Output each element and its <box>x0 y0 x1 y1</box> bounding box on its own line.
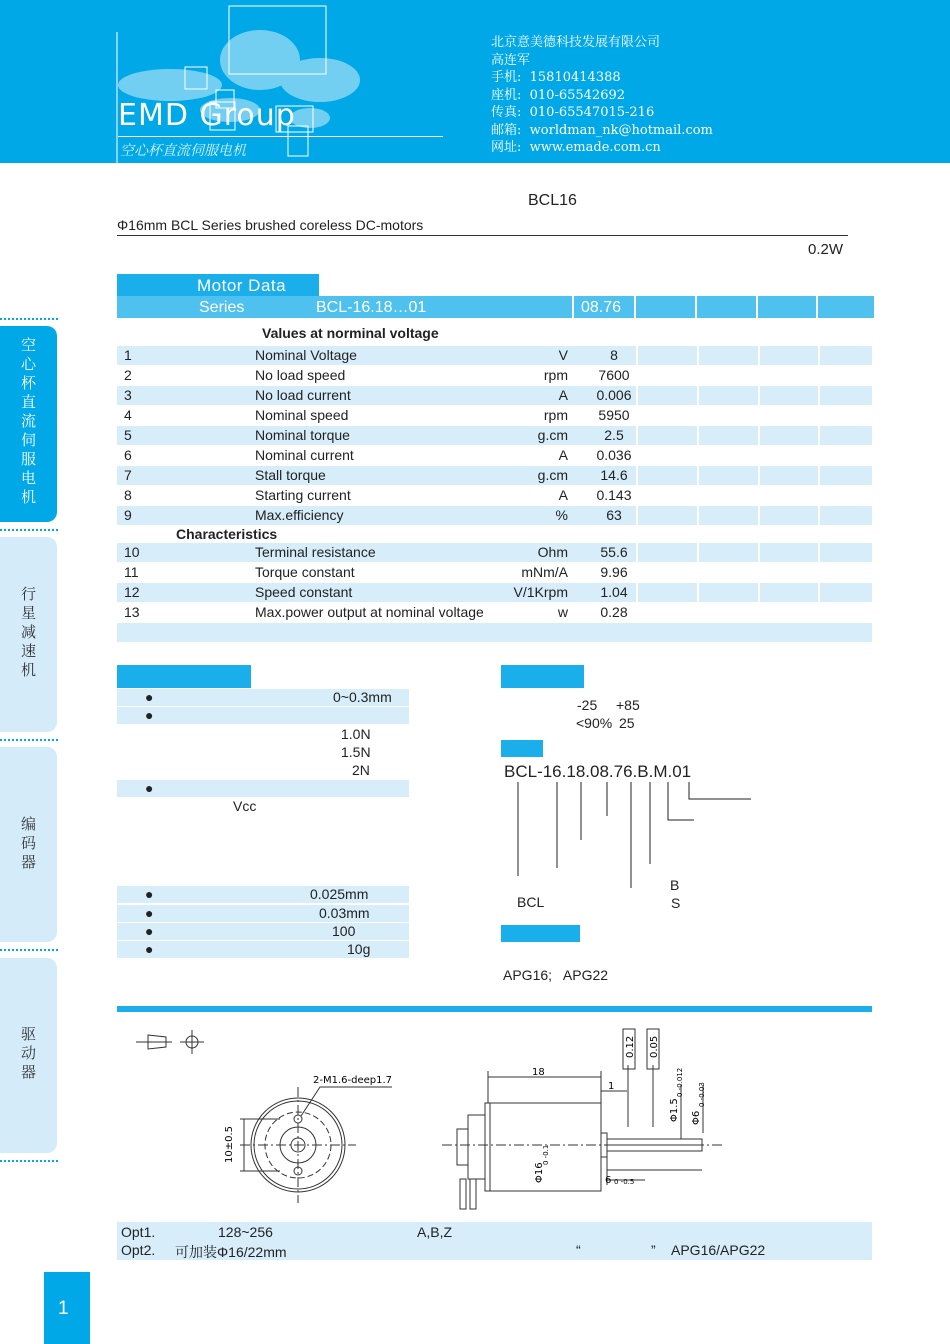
row-value: 7600 <box>598 367 630 383</box>
row-parameter: Nominal torque <box>255 427 350 443</box>
opt2-label: Opt2. <box>121 1242 156 1258</box>
column-divider <box>636 466 638 486</box>
motor-data-title: Motor Data <box>197 276 287 295</box>
table-row <box>117 446 872 465</box>
specs-header-bar <box>117 665 251 688</box>
row-value: 55.6 <box>600 544 628 560</box>
series-value: BCL-16.18…01 <box>316 299 427 316</box>
environment-header-bar <box>501 665 584 688</box>
row-number: 2 <box>124 367 132 383</box>
column-divider <box>758 446 760 466</box>
opt1-resolution: 128~256 <box>218 1224 273 1240</box>
shaft-tolerance: 0 -0.012 <box>676 1067 684 1097</box>
shaft-diameter: Φ1.5 <box>669 1098 680 1122</box>
page-number-tab <box>44 1272 90 1344</box>
sidebar-divider <box>0 1160 58 1162</box>
spec-row-load <box>117 707 409 724</box>
section-characteristics: Characteristics <box>176 526 278 542</box>
row-number: 10 <box>124 544 140 560</box>
logo-title: EMD Group <box>118 98 296 133</box>
bullet-icon: ● <box>145 689 154 705</box>
options-block <box>117 1222 872 1260</box>
contact-block <box>491 34 713 157</box>
row-parameter: No load current <box>255 387 351 403</box>
tolerance-2: 0.05 <box>649 1035 660 1058</box>
row-value: 0.006 <box>596 387 632 403</box>
row-unit: A <box>558 487 568 503</box>
column-divider <box>818 506 820 526</box>
humidity-temp: 25 <box>619 715 635 731</box>
column-divider <box>697 603 699 623</box>
row-unit: rpm <box>543 407 568 423</box>
row-number: 11 <box>124 564 139 580</box>
spec-row-radial-play <box>117 886 409 903</box>
table-row <box>117 583 872 602</box>
series-row <box>117 296 874 318</box>
row-number: 8 <box>124 487 132 503</box>
row-unit: % <box>555 507 568 523</box>
sidebar-item-label: 编 码 器 <box>20 815 36 871</box>
table-row <box>117 603 872 622</box>
ordering-code-diagram <box>500 780 760 890</box>
load-value-3: 2N <box>352 762 370 778</box>
body-diameter: Φ16 <box>534 1162 545 1183</box>
row-parameter: Torque constant <box>255 564 355 580</box>
opt2-quote-open: “ <box>576 1242 581 1258</box>
axial-play-value: 0~0.3mm <box>333 689 392 705</box>
row-parameter: Nominal speed <box>255 407 349 423</box>
body-tolerance: 0 -0.1 <box>542 1144 550 1165</box>
front-view <box>240 1087 392 1203</box>
ordering-label-b: B <box>670 877 680 893</box>
column-divider <box>758 543 760 563</box>
table-row <box>117 466 872 485</box>
row-unit: g.cm <box>537 467 568 483</box>
header-banner <box>0 0 950 163</box>
row-unit: Ohm <box>537 544 568 560</box>
spec-row-shaft-runout <box>117 905 409 922</box>
column-divider <box>818 563 820 583</box>
section-nominal-values: Values at norminal voltage <box>262 325 439 341</box>
row-value: 14.6 <box>600 467 628 483</box>
bullet-icon: ● <box>145 886 154 902</box>
column-divider <box>697 426 699 446</box>
column-divider <box>636 506 638 526</box>
logo-graphic <box>110 0 470 163</box>
row-number: 3 <box>124 387 132 403</box>
column-divider <box>818 543 820 563</box>
column-divider <box>758 366 760 386</box>
column-divider <box>697 506 699 526</box>
column-divider <box>697 446 699 466</box>
logo-rule <box>118 136 443 137</box>
gearbox-header-bar <box>501 925 580 942</box>
column-divider <box>758 506 760 526</box>
motor-data-header <box>117 274 319 296</box>
column-divider <box>636 366 638 386</box>
row-parameter: Max.efficiency <box>255 507 344 523</box>
column-divider <box>758 603 760 623</box>
spec-row-electrical <box>117 780 409 797</box>
row-value: 0.28 <box>600 604 628 620</box>
table-row <box>117 426 872 445</box>
column-divider <box>758 426 760 446</box>
column-divider <box>697 366 699 386</box>
column-divider <box>636 583 638 603</box>
shaft-length: 6 <box>605 1175 612 1186</box>
table-row <box>117 506 872 525</box>
series-label: Series <box>199 299 245 316</box>
row-unit: A <box>558 447 568 463</box>
column-divider <box>818 603 820 623</box>
sidebar-divider <box>0 318 58 320</box>
radial-play-value: 0.025mm <box>310 886 369 902</box>
sidebar-item-driver[interactable] <box>0 958 57 1153</box>
row-unit: V/1Krpm <box>513 584 568 600</box>
row-parameter: No load speed <box>255 367 346 383</box>
sidebar-item-encoder[interactable] <box>0 747 57 942</box>
table-row <box>117 563 872 582</box>
column-divider <box>636 543 638 563</box>
hole-spec-label: 2-M1.6-deep1.7 <box>313 1075 393 1086</box>
spec-row-axial-play <box>117 689 409 706</box>
column-divider <box>636 346 638 366</box>
contact-website: 网址: www.emade.com.cn <box>491 140 661 155</box>
column-divider <box>818 466 820 486</box>
row-number: 9 <box>124 507 132 523</box>
table-row <box>117 543 872 562</box>
weight-value: 10g <box>347 941 371 957</box>
ordering-label-s: S <box>671 895 681 911</box>
length-label: 18 <box>532 1067 545 1078</box>
company-name: 北京意美德科技发展有限公司 <box>491 35 661 50</box>
table-row <box>117 366 872 385</box>
sidebar-item-label: 行 星 减 速 机 <box>20 585 36 679</box>
row-parameter: Max.power output at nominal voltage <box>255 604 484 620</box>
row-number: 4 <box>124 407 132 423</box>
shaft-runout-value: 0.03mm <box>319 905 370 921</box>
projection-symbol-icon <box>136 1030 204 1054</box>
column-divider <box>636 563 638 583</box>
page-number: 1 <box>58 1298 69 1319</box>
column-divider <box>758 486 760 506</box>
contact-email: 邮箱: worldman_nk@hotmail.com <box>491 122 713 138</box>
vcc-label: Vcc <box>233 798 257 814</box>
column-divider <box>636 406 638 426</box>
step-label: 1 <box>608 1081 615 1092</box>
boss-diameter: Φ6 <box>691 1110 702 1125</box>
logo-subtitle: 空心杯直流伺服电机 <box>120 143 246 159</box>
contact-person: 高连军 <box>491 52 531 68</box>
ordering-header-bar <box>501 740 543 757</box>
gearbox-models: APG16; APG22 <box>503 967 609 983</box>
column-divider <box>636 486 638 506</box>
power-rating: 0.2W <box>808 241 844 258</box>
column-divider <box>636 426 638 446</box>
sidebar-item-label: 驱 动 器 <box>20 1025 36 1081</box>
column-divider <box>818 426 820 446</box>
row-parameter: Terminal resistance <box>255 544 376 560</box>
series-subtitle: Φ16mm BCL Series brushed coreless DC-motors <box>117 217 424 233</box>
boss-tolerance: 0 -0.03 <box>698 1082 706 1107</box>
column-divider <box>697 346 699 366</box>
opt1-channels: A,B,Z <box>417 1224 453 1240</box>
column-divider <box>818 583 820 603</box>
row-value: 5950 <box>598 407 630 423</box>
contact-mobile: 手机: 15810414388 <box>491 70 621 85</box>
title-rule <box>117 235 848 236</box>
table-row-empty <box>117 623 872 642</box>
column-divider <box>697 466 699 486</box>
ordering-label-bcl: BCL <box>517 894 545 910</box>
sidebar-item-planetary-gearbox[interactable] <box>0 537 57 732</box>
sidebar-divider <box>0 739 58 741</box>
sidebar-divider <box>0 529 58 531</box>
bullet-icon: ● <box>145 923 154 939</box>
load-value-2: 1.5N <box>341 744 371 760</box>
opt2-description: 可加装Φ16/22mm <box>175 1244 287 1260</box>
row-value: 63 <box>606 507 622 523</box>
column-divider <box>697 583 699 603</box>
column-divider <box>818 406 820 426</box>
spec-row-insulation <box>117 923 409 940</box>
row-number: 6 <box>124 447 132 463</box>
row-parameter: Nominal current <box>255 447 354 463</box>
column-divider <box>758 563 760 583</box>
humidity-value: <90% <box>576 715 613 731</box>
row-value: 9.96 <box>600 564 628 580</box>
row-unit: g.cm <box>537 427 568 443</box>
row-number: 12 <box>124 584 140 600</box>
sidebar-divider <box>0 949 58 951</box>
bullet-icon: ● <box>145 905 154 921</box>
temp-low: -25 <box>577 697 598 713</box>
column-divider <box>818 366 820 386</box>
column-divider <box>697 543 699 563</box>
opt1-label: Opt1. <box>121 1224 156 1240</box>
row-number: 5 <box>124 427 132 443</box>
column-divider <box>636 386 638 406</box>
motor-dimension-drawing <box>130 1025 860 1220</box>
bullet-icon: ● <box>145 941 154 957</box>
spec-row-weight <box>117 941 409 958</box>
row-unit: w <box>557 604 568 620</box>
opt2-models: APG16/APG22 <box>671 1242 766 1258</box>
series-code: 08.76 <box>581 299 622 316</box>
table-row <box>117 406 872 425</box>
row-parameter: Stall torque <box>255 467 326 483</box>
sidebar-item-label: 空 心 杯 直 流 伺 服 电 机 <box>20 336 36 506</box>
row-unit: mNm/A <box>521 564 568 580</box>
column-divider <box>758 386 760 406</box>
sidebar-item-coreless-motor[interactable] <box>0 326 57 522</box>
row-number: 13 <box>124 604 140 620</box>
column-divider <box>697 406 699 426</box>
row-number: 7 <box>124 467 132 483</box>
row-number: 1 <box>124 347 132 363</box>
table-row <box>117 346 872 365</box>
side-view <box>442 1029 722 1209</box>
row-parameter: Speed constant <box>255 584 353 600</box>
table-row <box>117 386 872 405</box>
row-unit: A <box>558 387 568 403</box>
row-value: 0.036 <box>596 447 632 463</box>
row-unit: rpm <box>543 367 568 383</box>
column-divider <box>636 603 638 623</box>
column-divider <box>758 406 760 426</box>
column-divider <box>758 583 760 603</box>
column-divider <box>697 563 699 583</box>
column-divider <box>697 486 699 506</box>
row-value: 2.5 <box>604 427 624 443</box>
row-parameter: Starting current <box>255 487 351 503</box>
column-divider <box>818 446 820 466</box>
drawing-divider <box>117 1006 872 1012</box>
column-divider <box>697 386 699 406</box>
contact-fax: 传真: 010-65547015-216 <box>491 105 655 120</box>
bullet-icon: ● <box>145 780 154 796</box>
row-value: 0.143 <box>596 487 632 503</box>
model-title: BCL16 <box>528 192 577 209</box>
row-value: 8 <box>610 347 618 363</box>
column-divider <box>818 486 820 506</box>
column-divider <box>758 466 760 486</box>
row-value: 1.04 <box>600 584 628 600</box>
load-value-1: 1.0N <box>341 726 371 742</box>
column-divider <box>818 386 820 406</box>
row-parameter: Nominal Voltage <box>255 347 357 363</box>
column-divider <box>758 346 760 366</box>
pcd-label: 10±0.5 <box>224 1125 235 1163</box>
opt2-quote-close: ” <box>651 1242 656 1258</box>
bullet-icon: ● <box>145 707 154 723</box>
table-row <box>117 486 872 505</box>
temp-high: +85 <box>616 697 640 713</box>
shaft-length-tolerance: 0 -0.5 <box>614 1178 635 1186</box>
tolerance-1: 0.12 <box>625 1035 636 1058</box>
contact-landline: 座机: 010-65542692 <box>491 87 626 103</box>
column-divider <box>818 346 820 366</box>
row-unit: V <box>558 347 568 363</box>
column-divider <box>636 446 638 466</box>
insulation-value: 100 <box>332 923 356 939</box>
ordering-code: BCL-16.18.08.76.B.M.01 <box>504 762 692 781</box>
